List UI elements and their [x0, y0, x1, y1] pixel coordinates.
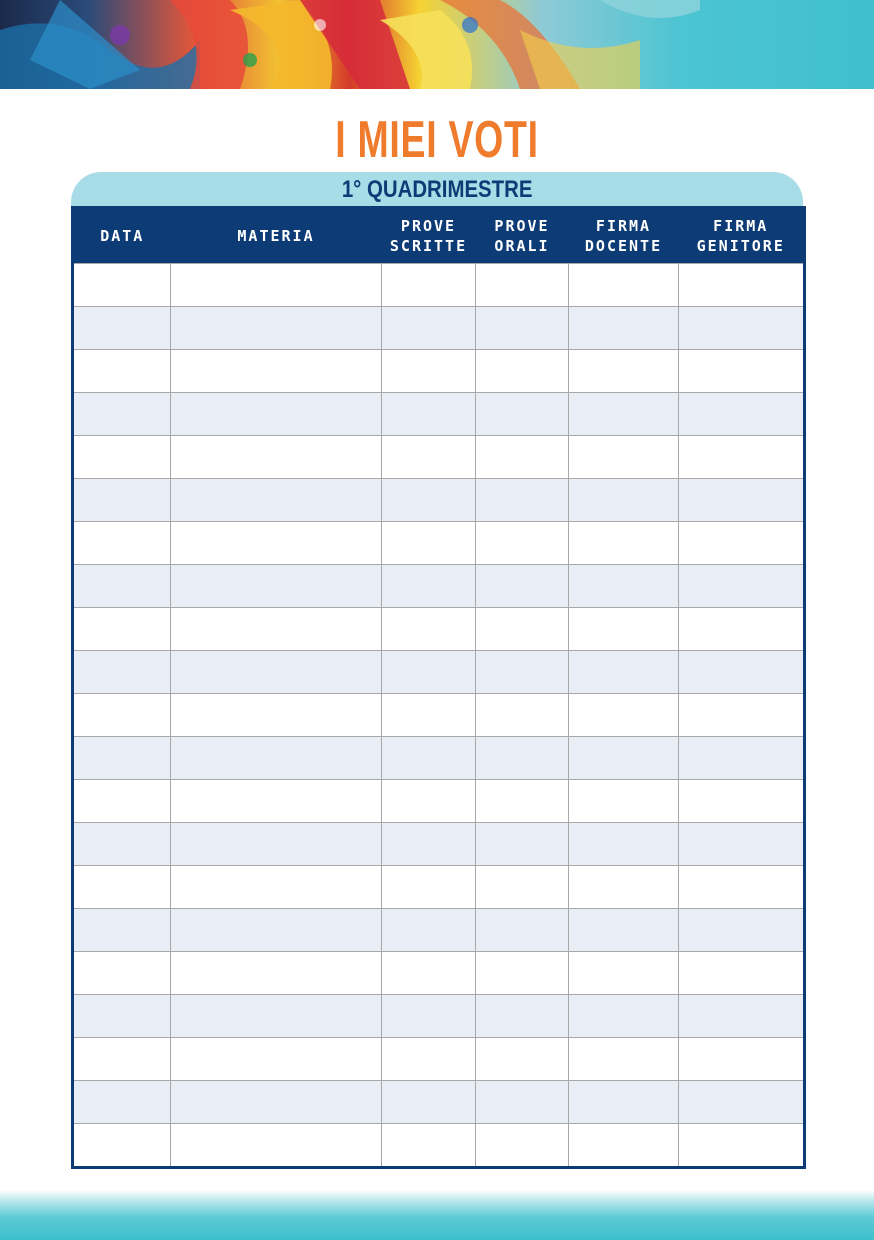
abstract-paint-splash-art	[0, 0, 874, 89]
subject-cell[interactable]	[171, 694, 382, 737]
subject-cell[interactable]	[171, 1038, 382, 1081]
column-header-firma-genitore: FIRMA GENITORE	[679, 208, 805, 264]
written-test-cell[interactable]	[382, 952, 476, 995]
parent-signature-cell[interactable]	[679, 909, 805, 952]
parent-signature-cell[interactable]	[679, 1038, 805, 1081]
date-cell[interactable]	[73, 995, 171, 1038]
written-test-cell[interactable]	[382, 350, 476, 393]
oral-test-cell[interactable]	[476, 350, 569, 393]
subject-cell[interactable]	[171, 350, 382, 393]
teacher-signature-cell[interactable]	[569, 479, 679, 522]
parent-signature-cell[interactable]	[679, 694, 805, 737]
parent-signature-cell[interactable]	[679, 522, 805, 565]
subject-cell[interactable]	[171, 608, 382, 651]
written-test-cell[interactable]	[382, 436, 476, 479]
written-test-cell[interactable]	[382, 995, 476, 1038]
teacher-signature-cell[interactable]	[569, 565, 679, 608]
oral-test-cell[interactable]	[476, 479, 569, 522]
teacher-signature-cell[interactable]	[569, 995, 679, 1038]
oral-test-cell[interactable]	[476, 565, 569, 608]
parent-signature-cell[interactable]	[679, 737, 805, 780]
subject-cell[interactable]	[171, 307, 382, 350]
parent-signature-cell[interactable]	[679, 952, 805, 995]
subject-cell[interactable]	[171, 479, 382, 522]
written-test-cell[interactable]	[382, 737, 476, 780]
table-body	[73, 264, 805, 1168]
written-test-cell[interactable]	[382, 393, 476, 436]
subject-cell[interactable]	[171, 952, 382, 995]
oral-test-cell[interactable]	[476, 264, 569, 307]
parent-signature-cell[interactable]	[679, 307, 805, 350]
teacher-signature-cell[interactable]	[569, 823, 679, 866]
parent-signature-cell[interactable]	[679, 651, 805, 694]
teacher-signature-cell[interactable]	[569, 909, 679, 952]
table-row	[73, 608, 805, 651]
subject-cell[interactable]	[171, 522, 382, 565]
table-row	[73, 823, 805, 866]
table-row	[73, 866, 805, 909]
table-row	[73, 565, 805, 608]
date-cell[interactable]	[73, 909, 171, 952]
table-row	[73, 909, 805, 952]
table-row	[73, 393, 805, 436]
term-label: 1° QUADRIMESTRE	[341, 176, 533, 203]
oral-test-cell[interactable]	[476, 823, 569, 866]
subject-cell[interactable]	[171, 866, 382, 909]
column-header-data: DATA	[73, 208, 171, 264]
table-row	[73, 264, 805, 307]
table-row	[73, 995, 805, 1038]
table-row	[73, 436, 805, 479]
date-cell[interactable]	[73, 651, 171, 694]
written-test-cell[interactable]	[382, 909, 476, 952]
written-test-cell[interactable]	[382, 1081, 476, 1124]
subject-cell[interactable]	[171, 1081, 382, 1124]
oral-test-cell[interactable]	[476, 522, 569, 565]
parent-signature-cell[interactable]	[679, 823, 805, 866]
subject-cell[interactable]	[171, 909, 382, 952]
written-test-cell[interactable]	[382, 307, 476, 350]
oral-test-cell[interactable]	[476, 737, 569, 780]
date-cell[interactable]	[73, 479, 171, 522]
table-row	[73, 952, 805, 995]
teacher-signature-cell[interactable]	[569, 1081, 679, 1124]
written-test-cell[interactable]	[382, 651, 476, 694]
teacher-signature-cell[interactable]	[569, 307, 679, 350]
oral-test-cell[interactable]	[476, 608, 569, 651]
term-tab	[71, 172, 803, 207]
column-header-firma-docente: FIRMA DOCENTE	[569, 208, 679, 264]
parent-signature-cell[interactable]	[679, 479, 805, 522]
subject-cell[interactable]	[171, 393, 382, 436]
parent-signature-cell[interactable]	[679, 350, 805, 393]
parent-signature-cell[interactable]	[679, 565, 805, 608]
parent-signature-cell[interactable]	[679, 436, 805, 479]
table-row	[73, 1038, 805, 1081]
date-cell[interactable]	[73, 1124, 171, 1168]
grades-table	[71, 206, 806, 1169]
date-cell[interactable]	[73, 737, 171, 780]
oral-test-cell[interactable]	[476, 1124, 569, 1168]
written-test-cell[interactable]	[382, 1124, 476, 1168]
subject-cell[interactable]	[171, 737, 382, 780]
teacher-signature-cell[interactable]	[569, 1124, 679, 1168]
date-cell[interactable]	[73, 1081, 171, 1124]
oral-test-cell[interactable]	[476, 651, 569, 694]
oral-test-cell[interactable]	[476, 694, 569, 737]
written-test-cell[interactable]	[382, 780, 476, 823]
table-row	[73, 307, 805, 350]
table-row	[73, 780, 805, 823]
table-row	[73, 522, 805, 565]
decorative-footer-bar	[0, 1190, 874, 1240]
parent-signature-cell[interactable]	[679, 995, 805, 1038]
oral-test-cell[interactable]	[476, 307, 569, 350]
written-test-cell[interactable]	[382, 694, 476, 737]
date-cell[interactable]	[73, 393, 171, 436]
subject-cell[interactable]	[171, 823, 382, 866]
parent-signature-cell[interactable]	[679, 264, 805, 307]
parent-signature-cell[interactable]	[679, 1124, 805, 1168]
teacher-signature-cell[interactable]	[569, 694, 679, 737]
written-test-cell[interactable]	[382, 823, 476, 866]
oral-test-cell[interactable]	[476, 952, 569, 995]
teacher-signature-cell[interactable]	[569, 522, 679, 565]
subject-cell[interactable]	[171, 651, 382, 694]
parent-signature-cell[interactable]	[679, 780, 805, 823]
written-test-cell[interactable]	[382, 479, 476, 522]
oral-test-cell[interactable]	[476, 866, 569, 909]
subject-cell[interactable]	[171, 565, 382, 608]
teacher-signature-cell[interactable]	[569, 780, 679, 823]
subject-cell[interactable]	[171, 436, 382, 479]
date-cell[interactable]	[73, 780, 171, 823]
column-header-materia: MATERIA	[171, 208, 382, 264]
date-cell[interactable]	[73, 866, 171, 909]
teacher-signature-cell[interactable]	[569, 393, 679, 436]
parent-signature-cell[interactable]	[679, 393, 805, 436]
page-title: I MIEI VOTI	[335, 111, 539, 169]
oral-test-cell[interactable]	[476, 995, 569, 1038]
date-cell[interactable]	[73, 264, 171, 307]
date-cell[interactable]	[73, 522, 171, 565]
teacher-signature-cell[interactable]	[569, 608, 679, 651]
written-test-cell[interactable]	[382, 264, 476, 307]
date-cell[interactable]	[73, 823, 171, 866]
oral-test-cell[interactable]	[476, 909, 569, 952]
table-row	[73, 1081, 805, 1124]
teacher-signature-cell[interactable]	[569, 651, 679, 694]
teacher-signature-cell[interactable]	[569, 264, 679, 307]
table-row	[73, 479, 805, 522]
teacher-signature-cell[interactable]	[569, 1038, 679, 1081]
column-header-prove-scritte: PROVE SCRITTE	[382, 208, 476, 264]
table-row	[73, 694, 805, 737]
teacher-signature-cell[interactable]	[569, 737, 679, 780]
table-row	[73, 737, 805, 780]
teacher-signature-cell[interactable]	[569, 952, 679, 995]
date-cell[interactable]	[73, 608, 171, 651]
written-test-cell[interactable]	[382, 1038, 476, 1081]
parent-signature-cell[interactable]	[679, 608, 805, 651]
column-header-prove-orali: PROVE ORALI	[476, 208, 569, 264]
oral-test-cell[interactable]	[476, 780, 569, 823]
table-row	[73, 1124, 805, 1168]
date-cell[interactable]	[73, 694, 171, 737]
subject-cell[interactable]	[171, 995, 382, 1038]
subject-cell[interactable]	[171, 264, 382, 307]
date-cell[interactable]	[73, 350, 171, 393]
decorative-header-banner	[0, 0, 874, 89]
parent-signature-cell[interactable]	[679, 866, 805, 909]
table-header-row	[73, 208, 805, 264]
date-cell[interactable]	[73, 307, 171, 350]
teacher-signature-cell[interactable]	[569, 436, 679, 479]
teacher-signature-cell[interactable]	[569, 350, 679, 393]
date-cell[interactable]	[73, 952, 171, 995]
written-test-cell[interactable]	[382, 608, 476, 651]
written-test-cell[interactable]	[382, 522, 476, 565]
teacher-signature-cell[interactable]	[569, 866, 679, 909]
table-row	[73, 651, 805, 694]
date-cell[interactable]	[73, 565, 171, 608]
subject-cell[interactable]	[171, 780, 382, 823]
oral-test-cell[interactable]	[476, 393, 569, 436]
subject-cell[interactable]	[171, 1124, 382, 1168]
parent-signature-cell[interactable]	[679, 1081, 805, 1124]
table-row	[73, 350, 805, 393]
date-cell[interactable]	[73, 1038, 171, 1081]
date-cell[interactable]	[73, 436, 171, 479]
oral-test-cell[interactable]	[476, 436, 569, 479]
oral-test-cell[interactable]	[476, 1038, 569, 1081]
written-test-cell[interactable]	[382, 866, 476, 909]
written-test-cell[interactable]	[382, 565, 476, 608]
oral-test-cell[interactable]	[476, 1081, 569, 1124]
